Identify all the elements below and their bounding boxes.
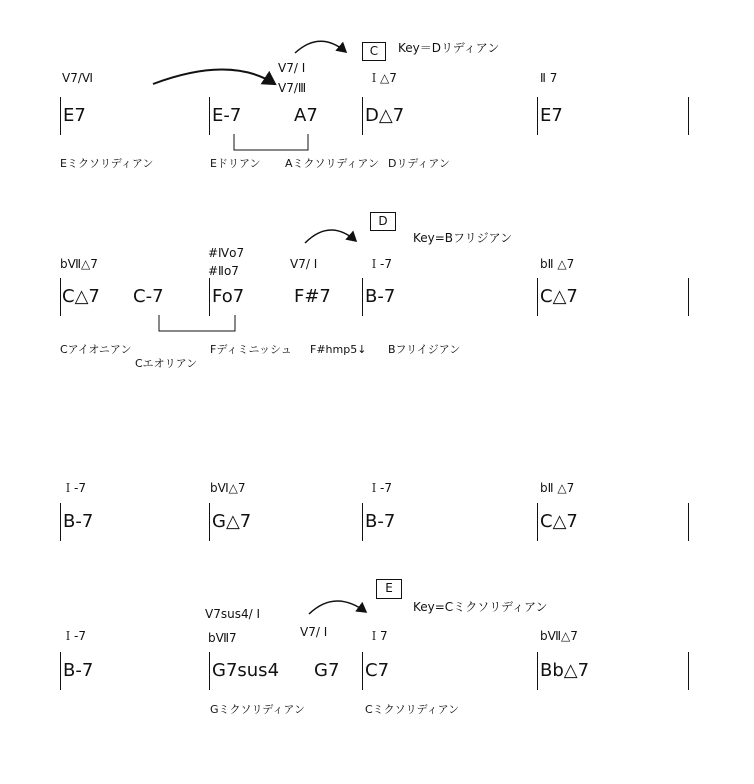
scale-label: Eミクソリディアン	[60, 157, 154, 170]
barline	[60, 278, 61, 316]
barline	[362, 652, 363, 690]
section-e-roman-3: V7/ I	[300, 625, 328, 639]
chord: Bb△7	[540, 660, 590, 681]
section-c-roman-1: V7/Ⅵ	[62, 71, 93, 85]
section-c-label: C	[362, 42, 386, 61]
section-d-label: D	[370, 212, 396, 231]
chord: E7	[540, 105, 563, 126]
barline	[209, 503, 210, 541]
section-d-roman-2a: #Ⅳo7	[208, 246, 245, 260]
scale-label: F#hmp5↓	[310, 343, 367, 356]
section-c-roman-2a: V7/ I	[278, 61, 306, 75]
chord: C△7	[62, 286, 100, 307]
scale-label: Fディミニッシュ	[210, 343, 292, 356]
chord: A7	[294, 105, 318, 126]
barline	[688, 97, 689, 135]
section-d-roman-4: Ｉ-7	[368, 257, 392, 271]
barline	[537, 503, 538, 541]
section-e-label: E	[376, 579, 402, 599]
chord: G△7	[212, 511, 252, 532]
chord: B-7	[365, 511, 396, 532]
scale-label: Aミクソリディアン	[285, 157, 379, 170]
section-3-roman-2: bⅥ△7	[210, 481, 246, 495]
scale-label: Cアイオニアン	[60, 343, 132, 356]
barline	[688, 503, 689, 541]
scale-label: Bフリイジアン	[388, 343, 461, 356]
barline	[537, 278, 538, 316]
barline	[537, 97, 538, 135]
chord: B-7	[63, 511, 94, 532]
section-d-roman-2b: #Ⅱo7	[208, 264, 239, 278]
barline	[60, 97, 61, 135]
arrow-f#7-to-b-7	[305, 230, 356, 243]
section-3-roman-3: Ｉ-7	[368, 481, 392, 495]
section-d-roman-5: bⅡ △7	[540, 257, 575, 271]
arrow-a7-to-dmaj7	[295, 41, 346, 53]
bracket-c-7-fo7	[159, 315, 235, 331]
chord: D△7	[365, 105, 405, 126]
section-d-roman-1: bⅦ△7	[60, 257, 98, 271]
chord: C△7	[540, 511, 578, 532]
barline	[209, 278, 210, 316]
arrow-e7-to-a7	[153, 70, 275, 85]
scale-label: Cミクソリディアン	[365, 703, 460, 716]
barline	[60, 652, 61, 690]
section-d-key: Key=Bフリジアン	[413, 231, 513, 245]
section-e-key: Key=Cミクソリディアン	[413, 600, 548, 614]
barline	[209, 97, 210, 135]
chord: C-7	[133, 286, 164, 307]
chord: B-7	[365, 286, 396, 307]
section-e-roman-2a: V7sus4/ I	[205, 607, 260, 621]
bracket-e-7-a7	[234, 134, 308, 150]
scale-label: Eドリアン	[210, 157, 261, 170]
chord: E-7	[212, 105, 242, 126]
section-3-roman-4: bⅡ △7	[540, 481, 575, 495]
barline	[60, 503, 61, 541]
barline	[209, 652, 210, 690]
scale-label: Gミクソリディアン	[210, 703, 305, 716]
chord: G7	[314, 660, 340, 681]
chord: F#7	[294, 286, 331, 307]
barline	[688, 278, 689, 316]
chord: E7	[63, 105, 86, 126]
chord: C7	[365, 660, 390, 681]
chord: G7sus4	[212, 660, 280, 681]
barline	[362, 503, 363, 541]
section-e-roman-1: Ｉ-7	[62, 629, 86, 643]
barline	[362, 97, 363, 135]
section-e-roman-5: bⅦ△7	[540, 629, 578, 643]
chord: C△7	[540, 286, 578, 307]
barline	[537, 652, 538, 690]
scale-label: Cエオリアン	[135, 357, 198, 370]
section-c-roman-2b: V7/Ⅲ	[278, 81, 307, 95]
scale-label: Dリディアン	[388, 157, 450, 170]
chord: B-7	[63, 660, 94, 681]
section-e-roman-4: Ｉ7	[368, 629, 388, 643]
section-d-roman-3: V7/ I	[290, 257, 318, 271]
section-c-key: Key＝Dリディアン	[398, 41, 500, 55]
chord: Fo7	[212, 286, 245, 307]
section-c-roman-4: Ⅱ 7	[540, 71, 558, 85]
barline	[688, 652, 689, 690]
section-c-roman-3: Ｉ△7	[368, 71, 397, 85]
arrow-g7-to-c7	[309, 601, 366, 614]
section-e-roman-2b: bⅦ7	[208, 631, 237, 645]
barline	[362, 278, 363, 316]
section-3-roman-1: Ｉ-7	[62, 481, 86, 495]
